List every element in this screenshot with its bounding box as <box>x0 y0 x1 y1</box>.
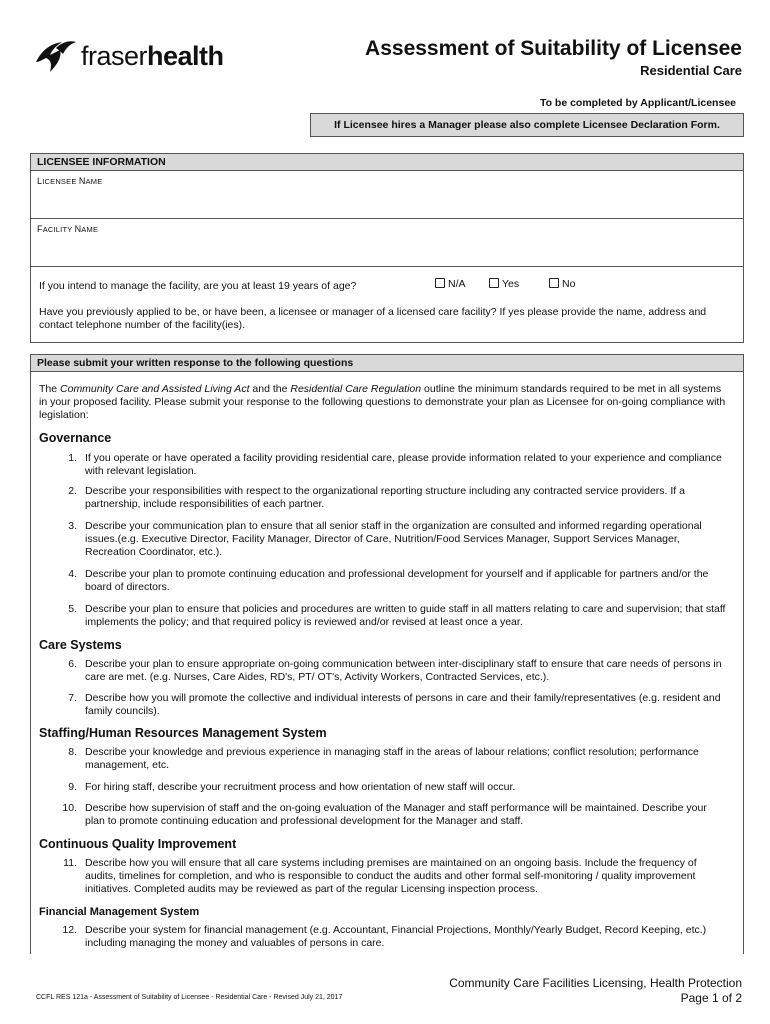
checkbox-yes[interactable] <box>489 278 499 288</box>
staffing-heading: Staffing/Human Resources Management System <box>39 726 327 740</box>
fraser-health-logo <box>32 36 224 76</box>
question-item: 7. Describe how you will promote the collective and individual interests of persons in care and their family/representatives (e.g. resident and family councils). <box>68 692 721 717</box>
footer-form-id: CCFL RES 121a - Assessment of Suitability of Licensee - Residential Care - Revised July 21, 2017 <box>36 994 343 1001</box>
licensee-name-field[interactable] <box>31 171 743 219</box>
legislation-intro: The Community Care and Assisted Living Act and the Residential Care Regulation outline the minimum standards required to be met in all systems in your proposed facility. Please submit your response to the following questions to demonstrate your plan as Licensee for on-going compliance with legislation: <box>39 383 726 421</box>
age-question: If you intend to manage the facility, are you at least 19 years of age? <box>39 280 357 292</box>
footer-page-number: Page 1 of 2 <box>680 991 742 1005</box>
checkbox-na[interactable] <box>435 278 445 288</box>
previous-licensee-question: Have you previously applied to be, or have been, a licensee or manager of a licensed care facility? If yes please provide the name, address and contact telephone number of the facility(ies). <box>39 306 707 331</box>
option-no[interactable]: No <box>549 278 575 291</box>
licensee-name-label: LICENSEE NAME <box>37 176 103 186</box>
option-na[interactable]: N/A <box>435 278 466 291</box>
logo-wordmark: fraserhealth <box>81 40 224 71</box>
completed-by-note: To be completed by Applicant/Licensee <box>539 97 736 109</box>
question-item: 5. Describe your plan to ensure that policies and procedures are written to guide staff in all matters relating to care and supervision; that staff implements the policy; and that required policy is reviewed and/or revised at least once a year. <box>68 603 726 628</box>
question-item: 8. Describe your knowledge and previous experience in managing staff in the areas of labour relations; conflict resolution; performance management, etc. <box>68 746 699 771</box>
care-systems-heading: Care Systems <box>39 638 122 652</box>
document-title: Assessment of Suitability of Licensee <box>365 37 742 60</box>
question-item: 10. Describe how supervision of staff and the on-going evaluation of the Manager and staff performance will be maintained. Describe your plan to promote continuing education and professional development for the Manager and staff. <box>62 802 707 827</box>
licensee-information-section <box>30 153 744 343</box>
questions-section <box>30 354 744 954</box>
question-item: 11. Describe how you will ensure that all care systems including premises are maintained on an ongoing basis. Include the frequency of audits, timelines for completion, and who is responsible to conduct the audits and other formal self-monitoring / quality improvement initiatives. Completed audits may be reviewed as part of the regular Licensing inspection process. <box>63 857 697 895</box>
question-item: 2. Describe your responsibilities with respect to the organizational reporting structure including any contracted service providers. If a partnership, include responsibilities of each partner. <box>68 485 685 510</box>
question-item: 3. Describe your communication plan to ensure that all senior staff in the organization are consulted and informed regarding operational issues.(e.g. Executive Director, Facility Manager, Director of Care, Nutrition/Food Services Manager, Support Services Manager, Recreation Coordinator, etc.). <box>68 520 702 558</box>
financial-management-heading: Financial Management System <box>39 906 200 918</box>
governance-heading: Governance <box>39 431 112 445</box>
quality-improvement-heading: Continuous Quality Improvement <box>39 837 237 851</box>
footer-org: Community Care Facilities Licensing, Health Protection <box>449 976 742 990</box>
questions-heading: Please submit your written response to the following questions <box>31 355 743 372</box>
checkbox-no[interactable] <box>549 278 559 288</box>
footer-right <box>449 976 742 1006</box>
fraser-health-logo-icon <box>32 36 78 76</box>
question-item: 1. If you operate or have operated a facility providing residential care, please provide information related to your experience and compliance with relevant legislation. <box>68 452 722 477</box>
option-yes[interactable]: Yes <box>489 278 519 291</box>
question-item: 9. For hiring staff, describe your recruitment process and how orientation of new staff will occur. <box>68 781 516 793</box>
document-subtitle: Residential Care <box>640 63 742 78</box>
facility-name-field[interactable] <box>31 219 743 267</box>
question-item: 12. Describe your system for financial management (e.g. Accountant, Financial Projections, Monthly/Yearly Budget, Record Keeping, etc.) including managing the money and valuables of persons in care. <box>62 924 707 949</box>
facility-name-label: FACILITY NAME <box>37 224 99 234</box>
licensee-information-heading: LICENSEE INFORMATION <box>31 154 743 171</box>
manager-notice-box: If Licensee hires a Manager please also complete Licensee Declaration Form. <box>310 113 744 137</box>
question-item: 4. Describe your plan to promote continuing education and professional development for yourself and if applicable for partners and/or the board of directors. <box>68 568 709 593</box>
question-item: 6. Describe your plan to ensure appropriate on-going communication between inter-disciplinary staff to ensure that care needs of persons in care are met. (e.g. Nurses, Care Aides, RD's, PT/ OT's, Activity Workers, Contracted Services, etc.). <box>68 658 722 683</box>
